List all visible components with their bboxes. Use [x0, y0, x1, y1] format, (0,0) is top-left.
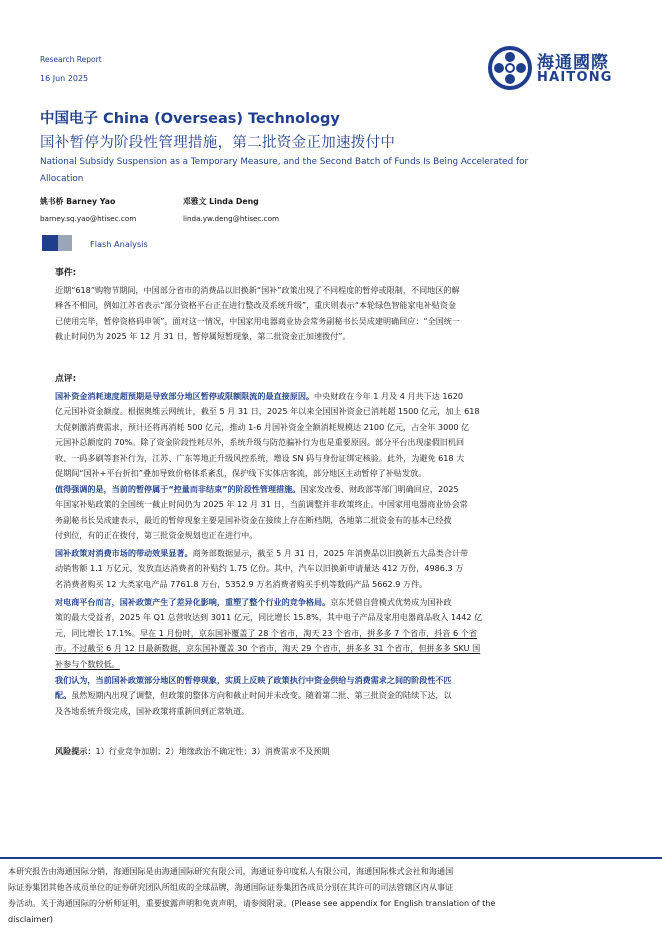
paragraph-text: 国家发改委、财政部等部门明确回应，2025 [300, 484, 459, 494]
footer-line: 券活动。关于海通国际的分析师证明，重要披露声明和免责声明，请参阅附录。(Please see appendix for English translation of the [8, 898, 496, 908]
event-paragraph [55, 283, 611, 345]
footer-divider [0, 857, 662, 859]
underlined-line: 补参与个数较低。 [55, 658, 120, 669]
paragraph-line: 收、一码多刷等套补行为，江苏、广东等地正升级风控系统，增设 SN 码与身份证绑定核验。此外，为避免 618 大 [55, 452, 465, 463]
paragraph-text: 中央财政在今年 1 月及 4 月共下达 1620 [314, 391, 463, 401]
paragraph-line: 元国补总额度的 70%。除了资金阶段性耗尽外，系统升级与防范骗补行为也是重要原因。部分平台出现虚假旧机回 [55, 437, 465, 448]
footer-line: 本研究报告由海通国际分销，海通国际是由海通国际研究有限公司，海通证券印度私人有限公司，海通国际株式会社和海通国 [8, 866, 454, 876]
comment-paragraph-3 [55, 546, 611, 592]
flash-square-light [58, 235, 72, 251]
paragraph-lead: 我们认为，当前国补政策部分地区的暂停现象，实质上反映了政策执行中资金供给与消费需求之间的阶段性不匹 [55, 675, 452, 685]
paragraph-lead: 国补政策对消费市场的带动效果显著。 [55, 548, 193, 558]
paragraph-text: 商务部数据显示，截至 5 月 31 日，2025 年消费品以旧换新五大品类合计带 [192, 548, 469, 558]
paragraph-lead: 配。 [55, 690, 72, 701]
event-heading: 事件: [55, 268, 77, 278]
report-title-en [40, 154, 600, 188]
paragraph-line: 及各地系统升级完成，国补政策将重新回到正常轨道。 [55, 705, 250, 716]
paragraph-line: 名消费者购买 12 大类家电产品 7761.8 万台，5352.9 万名消费者购买手机等数码产品 5662.9 万件。 [55, 578, 428, 589]
paragraph-text: 元，同比增长 17.1%。 [55, 627, 140, 638]
comment-paragraph-4 [55, 595, 611, 672]
report-date: 16 Jun 2025 [40, 74, 89, 83]
footer-line: disclaimer) [8, 914, 53, 924]
event-line: 截止时间仍为 2025 年 12 月 31 日，暂停属短暂现象，第二批资金正加速拨付”。 [55, 331, 351, 342]
logo-text-en: HAITONG [537, 70, 613, 85]
comment-paragraph-1 [55, 389, 611, 481]
paragraph-text: 虽然短期内出现了调整，但政策的整体方向和截止时间并未改变。随着第二批、第三批资金的陆续下达，以 [71, 690, 452, 701]
paragraph-lead: 值得强调的是，当前的暂停属于“控量而非结束”的阶段性管理措施。 [55, 484, 301, 494]
analyst-email[interactable]: barney.sq.yao@htisec.com [40, 214, 137, 223]
comment-paragraph-5 [55, 673, 611, 719]
analyst-name: 邓雅文 Linda Deng [183, 197, 259, 206]
flash-square-dark [42, 235, 58, 251]
event-line: 释各不相同，例如江苏省表示“部分资格平台正在进行整改及系统升级”，重庆则表示“本轮绿色智能家电补贴资金 [55, 300, 457, 311]
paragraph-line: 亿元国补资金额度。根据奥维云网统计，截至 5 月 31 日，2025 年以来全国国补资金已消耗超 1500 亿元，加上 618 [55, 406, 480, 417]
paragraph-line: 年国家补贴政策的全国统一截止时间仍为 2025 年 12 月 31 日，当前调整并非政策终止。中国家用电器商业协会常 [55, 499, 468, 510]
paragraph-line: 策的最大受益者，2025 年 Q1 总营收达到 3011 亿元，同比增长 15.8%，其中电子产品及家用电器商品收入 1442 亿 [55, 612, 483, 623]
report-title-en-line1: National Subsidy Suspension as a Temporary Measure, and the Second Batch of Funds Is Being Accelerated for [40, 157, 529, 167]
paragraph-lead: 国补资金消耗速度超预期是导致部分地区暂停或限额限流的最直接原因。 [55, 391, 315, 401]
paragraph-line: 务副秘书长吴成建表示，最近的暂停现象主要是国补资金在接续上存在断档期，各地第二批资金有的基本已经拨 [55, 514, 452, 525]
underlined-text: 早在 1 月份时，京东国补覆盖了 28 个省市，淘天 23 个省市，拼多多 7 个省市，抖音 6 个省 [139, 627, 477, 638]
sector-title: 中国电子 China (Overseas) Technology [40, 111, 340, 127]
underlined-line: 市。不过截至 6 月 12 日最新数据，京东国补覆盖 30 个省市，淘天 29 个省市，拼多多 31 个省市，但拼多多 SKU 国 [55, 643, 481, 654]
report-title-en-line2: Allocation [40, 174, 84, 184]
flash-analysis-label: Flash Analysis [90, 239, 148, 249]
report-title-cn: 国补暂停为阶段性管理措施，第二批资金正加速拨付中 [40, 135, 396, 151]
analyst-name: 姚书桥 Barney Yao [40, 197, 116, 206]
footer-line: 际证券集团其他各成员单位的证券研究团队所组成的全球品牌，海通国际证券集团各成员分别在其许可的司法管辖区内从事证 [8, 882, 454, 892]
haitong-logo-icon [488, 46, 532, 90]
paragraph-text: 京东凭借自营模式优势成为国补政 [330, 597, 452, 607]
paragraph-line: 大促刺激消费需求，预计还将再消耗 500 亿元，推动 1-6 月国补资金全额消耗规模达 2100 亿元，占全年 3000 亿 [55, 421, 470, 432]
event-line: 近期“618”购物节期间，中国部分省市的消费品以旧换新“国补”政策出现了不同程度的暂停或限制，不同地区的解 [55, 285, 460, 295]
risk-warning [55, 746, 329, 757]
risk-label: 风险提示： [55, 746, 96, 756]
paragraph-line: 付到位，有的正在拨付，第三批资金规划也正在进行中。 [55, 530, 258, 541]
paragraph-line: 动销售额 1.1 万亿元，发放直达消费者的补贴约 1.75 亿份。其中，汽车以旧换新申请量达 412 万份，4986.3 万 [55, 563, 464, 574]
logo-text-cn: 海通國際 [537, 53, 609, 73]
risk-text: 1）行业竞争加剧；2）地缘政治不确定性；3）消费需求不及预期 [95, 746, 330, 756]
event-line: 已使用完毕，暂停资格码申领”。面对这一情况，中国家用电器商业协会常务副秘书长吴成建明确回应：“全国统一 [55, 315, 460, 326]
comment-heading: 点评: [55, 374, 77, 384]
paragraph-line: 促期间“国补+平台折扣”叠加导致价格体系紊乱，保护线下实体店客流，部分地区主动暂停了补贴发放。 [55, 468, 427, 479]
report-type: Research Report [40, 55, 102, 64]
paragraph-lead: 对电商平台而言，国补政策产生了差异化影响，重塑了整个行业的竞争格局。 [55, 597, 331, 607]
analyst-email[interactable]: linda.yw.deng@htisec.com [183, 214, 279, 223]
footer-disclaimer [8, 863, 656, 927]
comment-paragraph-2 [55, 482, 611, 544]
